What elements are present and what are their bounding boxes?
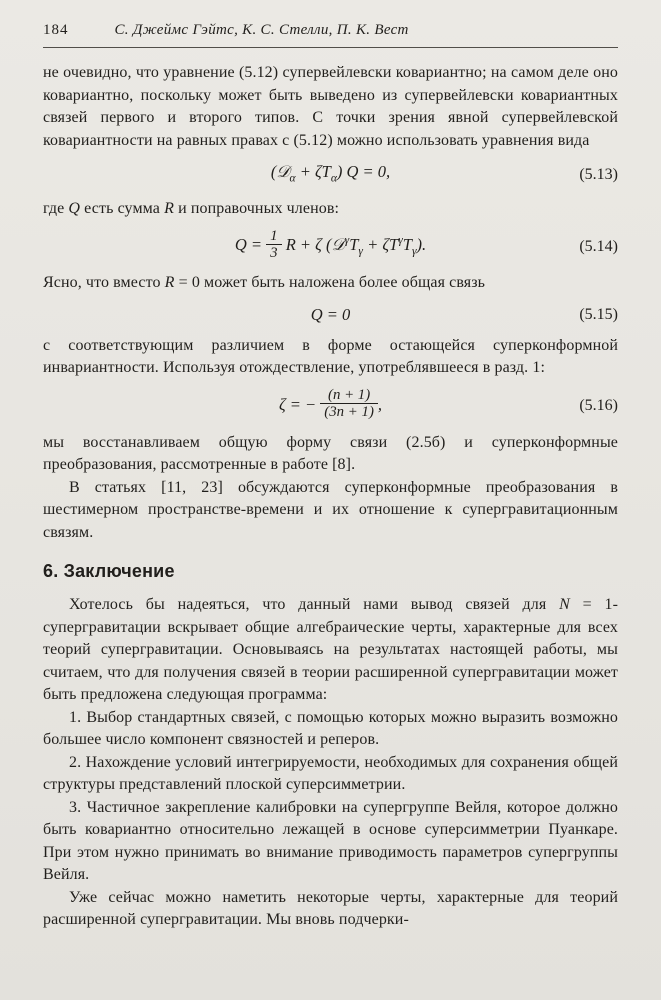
equation-number: (5.15)	[579, 305, 618, 323]
equation-5-16	[43, 386, 618, 423]
paragraph-restore-constraint: мы восстанавливаем общую форму связи (2.5б) и суперконформные преобразования, рассмотренные в работе [8].	[43, 433, 618, 474]
paragraph-clear-that	[43, 272, 618, 295]
equation-5-15	[43, 304, 618, 326]
math-var: N	[559, 596, 570, 614]
equation-5-13	[43, 161, 618, 189]
text-run: где	[43, 200, 69, 218]
subscript: α	[330, 172, 337, 185]
running-header	[43, 20, 618, 48]
math-var: R	[164, 274, 175, 292]
text-run: T	[402, 235, 412, 255]
equation-number: (5.13)	[579, 166, 618, 184]
text-run: Хотелось бы надеяться, что данный нами вывод связей для	[69, 596, 560, 614]
math-var: Q	[68, 200, 81, 218]
text-run: = 0 может быть наложена более общая связь	[174, 274, 486, 292]
text-run: Q =	[234, 235, 267, 255]
list-item-1: 1. Выбор стандартных связей, с помощью которых можно выразить возможно большее число компонент связностей и реперов.	[43, 708, 618, 749]
equation-5-13-body	[270, 162, 391, 185]
text-run: Ясно, что вместо	[43, 274, 165, 292]
paragraph-final: Уже сейчас можно наметить некоторые черты, характерные для теорий расширенной супергравитации. Мы вновь подчерки-	[43, 888, 618, 929]
paragraph-conclusion-intro	[43, 594, 618, 707]
equation-number: (5.16)	[579, 396, 618, 414]
text-run: R + ζ (𝒟	[281, 235, 345, 255]
text-run: ,	[377, 394, 383, 414]
fraction-denominator: 3	[270, 245, 278, 262]
paragraph-where-q	[43, 198, 618, 221]
equation-5-15-body: Q = 0	[310, 304, 351, 324]
text-run: + ζT	[295, 162, 331, 181]
math-var: R	[164, 200, 174, 218]
subscript: γ	[411, 245, 417, 258]
text-run: есть сумма	[80, 200, 165, 218]
fraction	[266, 228, 281, 262]
paragraph-continuation: не очевидно, что уравнение (5.12) супервейлевски ковариантно; на самом деле оно ковариантно, поскольку может быть выведено из супервейлевски ковариантных связей первого и второго типов. С точки зрения явной супервейлевской ковариантности на равных правах с (5.12) можно использовать уравнения вида	[43, 64, 618, 149]
equation-number: (5.14)	[579, 237, 618, 255]
text-run: + ζT	[362, 235, 399, 255]
fraction-numerator: (n + 1)	[320, 387, 378, 404]
text-run: ) Q = 0,	[336, 162, 391, 181]
section-heading-conclusion: 6. Заключение	[43, 561, 175, 582]
superscript: γ	[398, 234, 403, 247]
list-item-2: 2. Нахождение условий интегрируемости, необходимых для сохранения общей структуры представлений плоской суперсимметрии.	[43, 753, 618, 794]
fraction	[320, 387, 378, 421]
page-body	[43, 62, 618, 932]
running-head-authors: С. Джеймс Гэйтс, К. С. Стелли, П. К. Вест	[114, 22, 409, 38]
paragraph-corresponding-difference: с соответствующим различием в форме остающейся суперконформной инвариантности. Используя отождествление, употреблявшееся в разд. 1:	[43, 336, 618, 377]
fraction-denominator: (3n + 1)	[324, 404, 374, 421]
subscript: α	[289, 172, 296, 185]
fraction-numerator: 1	[266, 228, 281, 245]
text-run: T	[349, 235, 359, 255]
paragraph-articles-11-23: В статьях [11, 23] обсуждаются суперконформные преобразования в шестимерном пространстве-времени и их отношение к супергравитационным связям.	[43, 478, 618, 541]
page-number: 184	[43, 22, 69, 38]
text-run: ζ = −	[278, 394, 321, 414]
text-run: ).	[416, 235, 427, 255]
text-run: (𝒟	[270, 162, 290, 181]
superscript: γ	[344, 234, 350, 247]
equation-5-14	[43, 227, 618, 264]
equation-5-14-body	[234, 227, 427, 262]
subscript: γ	[358, 245, 363, 258]
text-run: и поправочных членов:	[173, 200, 340, 218]
equation-5-16-body	[278, 386, 383, 421]
list-item-3: 3. Частичное закрепление калибровки на супергруппе Вейля, которое должно быть ковариантно относительно лежащей в основе суперсимметрии Пуанкаре. При этом нужно принимать во внимание приводимость параметров супергруппы Вейля.	[43, 798, 618, 884]
text-run: = 1-супергравитации вскрывает общие алгебраические черты, характерные для всех теорий супергравитации. Основываясь на результатах настоящей работы, мы считаем, что для получения связей в теории расширенной супергравитации может быть предложена следующая программа:	[43, 596, 618, 704]
